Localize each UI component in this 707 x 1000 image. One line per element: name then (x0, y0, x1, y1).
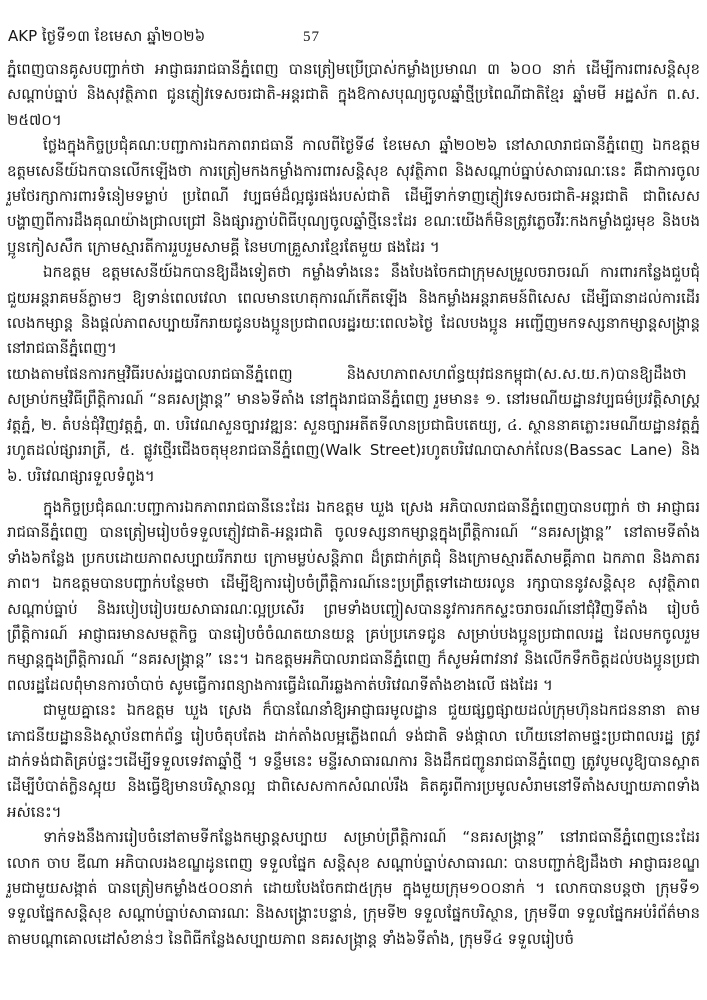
plan-source-rest: និងសហភាពសហព័ន្ធយុវជនកម្ពុជា(ស.ស.យ.ក)បានឱ្យដឹងថា សម្រាប់កម្មវិធីព្រឹត្តិការណ៍ “នគរសង្ក្រាន្ត” មាន៦ទីតាំង នៅក្នុងរាជធានីភ្នំពេញ រួមមាន៖ ១. នៅរមណីយដ្ឋានវប្បធម៌ប្រវត្តិសាស្ត្រវត្តភ្នំ, ២. តំបន់ជុំវិញវត្តភ្នំ, ៣. បរិវេណសួនច្បារវឌ្ឍនៈ សួនច្បារអតីតទីលានប្រជាធិបតេយ្យ, ៤. ស្ថាននាគភ្លោះរមណីយដ្ឋានវត្តភ្នំរហូតដល់ផ្សាររាត្រី, ៥. ផ្លូវថ្មើរជើងចតុមុខរាជធានីភ្នំពេញ(Walk Street)រហូតបរិវេណបាសាក់លែន(Bassac Lane) និង ៦. បរិវេណផ្សារទួលទំពូង។ (7, 364, 700, 485)
paragraph-force-deployment: ឯកឧត្តម ឧត្តមសេនីយ៍ឯកបានឱ្យដឹងទៀតថា កម្លាំងទាំងនេះ នឹងបែងចែកជាក្រុមសម្រួលចរាចរណ៍ ការពារកន្លែងជួបជុំ ជួយអន្តរាគមន៍ភ្លាមៗ ឱ្យទាន់ពេលវេលា ពេលមានហេតុការណ៍កើតឡើង និងកម្លាំងអន្តរាគមន៍ពិសេស ដើម្បីធានាដល់ការដើរលេងកម្សាន្ត និងផ្ដល់ភាពសប្បាយរីករាយជូនបងប្អូនប្រជាពលរដ្ឋរយៈពេល៦ថ្ងៃ ដែលបងប្អូន អញ្ជើញមកទស្សនាកម្សាន្តសង្ក្រាន្ត នៅរាជធានីភ្នំពេញ។ (7, 263, 700, 358)
page-number: 57 (303, 29, 320, 45)
paragraph-daun-penh-district: ទាក់ទងនឹងការរៀបចំនៅតាមទីកន្លែងកម្សាន្តសប្បាយ សម្រាប់ព្រឹត្តិការណ៍ “នគរសង្ក្រាន្ត” នៅរាជធានីភ្នំពេញនេះដែរ លោក ចាប ឌីណា អភិបាលរងខណ្ឌដូនពេញ ទទួលផ្នែក សន្តិសុខ សណ្ដាប់ធ្នាប់សាធារណៈ បានបញ្ជាក់ឱ្យដឹងថា អាជ្ញាធរខណ្ឌរួមជាមួយសង្កាត់ បានត្រៀមកម្លាំង៥០០នាក់ ដោយបែងចែកជា៥ក្រុម ក្នុងមួយក្រុម១០០នាក់ ។ លោកបានបន្តថា ក្រុមទី១ ទទួលផ្នែកសន្តិសុខ សណ្ដាប់ធ្នាប់សាធារណៈ និងសង្គ្រោះបន្ទាន់, ក្រុមទី២ ទទួលផ្នែកបរិស្ថាន, ក្រុមទី៣ ទទួលផ្នែកអប់រំព័ត៌មាន តាមបណ្ដាគោលដៅសំខាន់ៗ នៃពិធីកន្លែងសប្បាយភាព នគរសង្ក្រាន្ត ទាំង៦ទីតាំង, ក្រុមទី៤ ទទួលរៀបចំ (7, 828, 700, 948)
paragraph-event-locations (7, 362, 700, 489)
paragraph-decoration-instructions: ជាមួយគ្នានេះ ឯកឧត្តម ឃួង ស្រេង ក៏បានណែនាំឱ្យអាជ្ញាធរមូលដ្ឋាន ជួយផ្សព្វផ្សាយដល់ក្រុមហ៊ុនឯកជននានា តាមភោជនីយដ្ឋាននិងស្ថាប័នពាក់ព័ន្ធ រៀបចំតុបតែង ដាក់តាំងលម្អភ្លើងពណ៌ ទង់ជាតិ ទង់ផ្កាលា ហើយនៅតាមផ្ទះប្រជាពលរដ្ឋ ត្រូវដាក់ទង់ជាតិគ្រប់ផ្ទះៗដើម្បីទទួលទេវតាឆ្នាំថ្មី ។ ទន្ទឹមនេះ មន្ទីរសាធារណការ និងដឹកជញ្ជូនរាជធានីភ្នំពេញ ត្រូវបូមលូឱ្យបានស្អាត ដើម្បីបំបាត់ក្លិនស្អុយ និងធ្វើឱ្យមានបរិស្ថានល្អ ជាពិសេសកាកសំណល់រឹង គិតគូរពីការប្រមូលសំរាមនៅទីតាំងសប្បាយភាពទាំងអស់នេះ។ (7, 701, 700, 821)
agency-date-label: AKP ថ្ងៃទី១៣ ខែមេសា ឆ្នាំ២០២៦ (8, 27, 206, 45)
paragraph-security-forces: ភ្នំពេញបានគូសបញ្ជាក់ថា អាជ្ញាធររាជធានីភ្នំពេញ បានត្រៀមប្រើប្រាស់កម្លាំងប្រមាណ ៣ ៦០០ នាក់ ដើម្បីការពារសន្តិសុខ សណ្ដាប់ធ្នាប់ និងសុវត្ថិភាព ជូនភ្ញៀវទេសចរជាតិ-អន្តរជាតិ ក្នុងឱកាសបុណ្យចូលឆ្នាំថ្មីប្រពៃណីជាតិខ្មែរ ឆ្នាំមមី អដ្ឋស័ក ព.ស. ២៥៧០។ (7, 60, 700, 129)
plan-source-lead: យោងតាមផែនការកម្មវិធីរបស់រដ្ឋបាលរាជធានីភ្នំពេញ (7, 364, 293, 383)
paragraph-governor-statement: ក្នុងកិច្ចប្រជុំគណៈបញ្ជាការឯកភាពរាជធានីនេះដែរ ឯកឧត្តម ឃួង ស្រេង អភិបាលរាជធានីភ្នំពេញបានបញ្ជាក់ ថា អាជ្ញាធររាជធានីភ្នំពេញ បានត្រៀមរៀបចំទទួលភ្ញៀវជាតិ-អន្តរជាតិ ចូលទស្សនាកម្សាន្តក្នុងព្រឹត្តិការណ៍ “នគរសង្ក្រាន្ត” នៅតាមទីតាំងទាំង៦កន្លែង ប្រកបដោយភាពសប្បាយរីករាយ ក្រោមម្លប់សន្តិភាព ដ៏ត្រជាក់ត្រជុំ និងក្រោមស្មារតីសាមគ្គីភាព ឯកភាព និងភាតរភាព។ ឯកឧត្តមបានបញ្ជាក់បន្ថែមថា ដើម្បីឱ្យការរៀបចំព្រឹត្តិការណ៍នេះប្រព្រឹត្តទៅដោយរលូន រក្សាបាននូវសន្តិសុខ សុវត្ថិភាព សណ្ដាប់ធ្នាប់ និងរបៀបរៀបរយសាធារណៈល្អប្រសើរ ព្រមទាំងបញ្ចៀសបាននូវការកកស្ទះចរាចរណ៍នៅជុំវិញទីតាំង រៀបចំព្រឹត្តិការណ៍ អាជ្ញាធរមានសមត្ថកិច្ច បានរៀបចំចំណតយានយន្ត គ្រប់ប្រភេទជូន សម្រាប់បងប្អូនប្រជាពលរដ្ឋ ដែលមកចូលរួមកម្សាន្តក្នុងព្រឹត្តិការណ៍ “នគរសង្ក្រាន្ត” នេះ។ ឯកឧត្តមអភិបាលរាជធានីភ្នំពេញ ក៏សូមអំពាវនាវ និងលើកទឹកចិត្តដល់បងប្អូនប្រជាពលរដ្ឋដែលពុំមានការចាំបាច់ សូមធ្វើការពន្យាងការធ្វើដំណើរឆ្លងកាត់បរិវេណទីតាំងខាងលើ ផងដែរ ។ (7, 497, 700, 694)
paragraph-unified-command-meeting: ថ្លែងក្នុងកិច្ចប្រជុំគណៈបញ្ជាការឯកភាពរាជធានី កាលពីថ្ងៃទី៨ ខែមេសា ឆ្នាំ២០២៦ នៅសាលារាជធានីភ្នំពេញ ឯកឧត្តម ឧត្តមសេនីយ៍ឯកបានលើកឡើងថា ការត្រៀមកងកម្លាំងការពារសន្តិសុខ សុវត្ថិភាព និងសណ្ដាប់ធ្នាប់សាធារណៈនេះ គឺជាការចូលរួមថែរក្សាការពារទំនៀមទម្លាប់ ប្រពៃណី វប្បធម៌ដ៏ល្អផូរផង់របស់ជាតិ ដើម្បីទាក់ទាញភ្ញៀវទេសចរជាតិ-អន្តរជាតិ ជាពិសេសបង្ហាញពីការដឹងគុណយ៉ាងជ្រាលជ្រៅ និងផ្សារភ្ជាប់ពិធីបុណ្យចូលឆ្នាំថ្មីនេះដែរ ខណៈយើងក៏មិនត្រូវភ្លេចវីរៈកងកម្លាំងជួរមុខ និងបងប្អូនកៀសសឹក ក្រោមស្មារតីការរួបរួមសាមគ្គី នៃមហាគ្រួសារខ្មែរតែមួយ ផងដែរ ។ (7, 136, 700, 256)
page-header (8, 27, 699, 51)
article-body (7, 57, 700, 952)
